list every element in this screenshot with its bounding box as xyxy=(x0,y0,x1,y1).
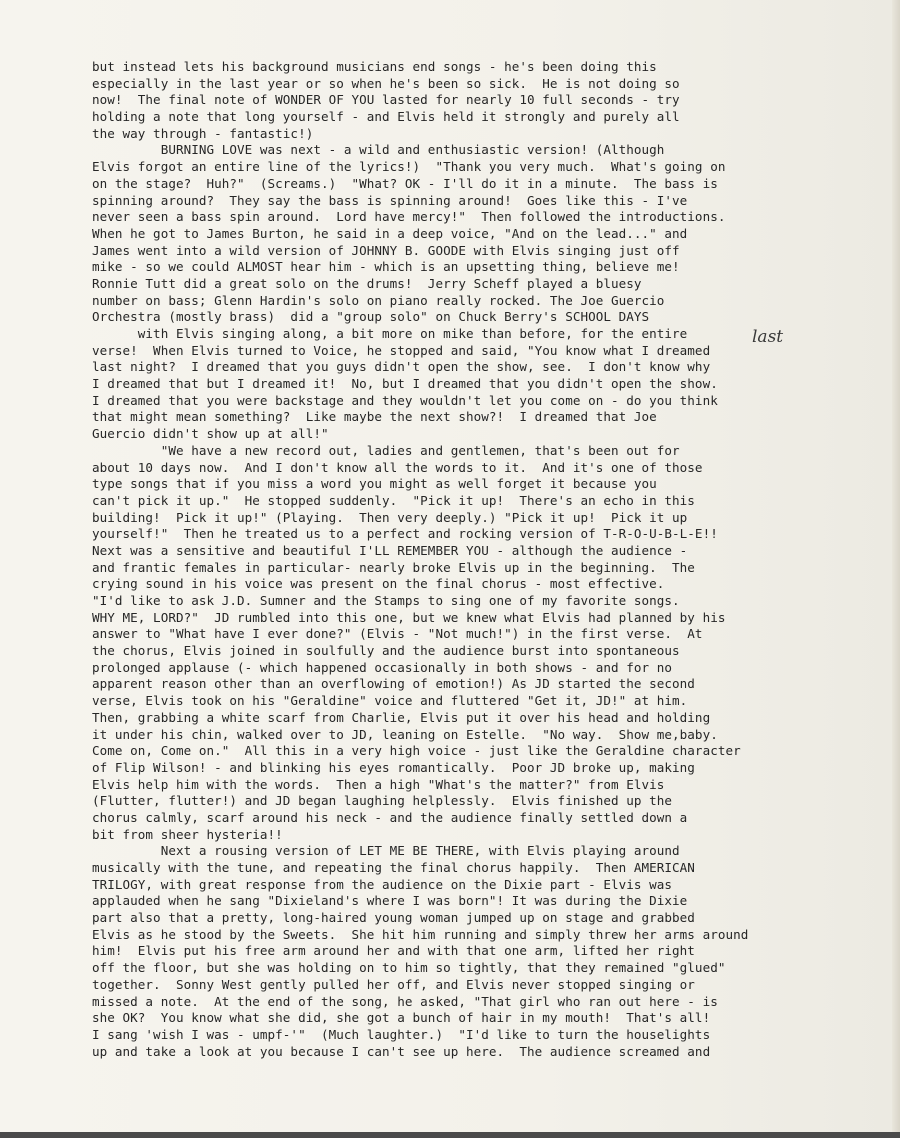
text-line: it under his chin, walked over to JD, leaning on Estelle. "No way. Show me,baby. xyxy=(92,726,718,742)
text-line: she OK? You know what she did, she got a bunch of hair in my mouth! That's all! xyxy=(92,1010,711,1026)
text-line: bit from sheer hysteria!! xyxy=(92,826,283,842)
text-line: Elvis as he stood by the Sweets. She hit him running and simply threw her arms around xyxy=(92,926,749,942)
text-line: I dreamed that you were backstage and they wouldn't let you come on - do you think xyxy=(92,392,718,408)
text-line: "I'd like to ask J.D. Sumner and the Stamps to sing one of my favorite songs. xyxy=(92,593,680,608)
text-line: Guercio didn't show up at all!" xyxy=(92,426,329,442)
text-line: James went into a wild version of JOHNNY B. GOODE with Elvis singing just off xyxy=(92,242,680,258)
text-line: Come on, Come on." All this in a very high voice - just like the Geraldine character xyxy=(92,743,741,759)
text-line: that might mean something? Like maybe the next show?! I dreamed that Joe xyxy=(92,409,657,425)
text-line: (Flutter, flutter!) and JD began laughing helplessly. Elvis finished up the xyxy=(92,793,673,809)
text-line: Elvis forgot an entire line of the lyrics!) "Thank you very much. What's going on xyxy=(92,159,726,175)
text-line: apparent reason other than an overflowing of emotion!) As JD started the second xyxy=(92,676,695,692)
text-line: but instead lets his background musicians end songs - he's been doing this xyxy=(92,59,657,74)
text-line: musically with the tune, and repeating the final chorus happily. Then AMERICAN xyxy=(92,860,695,875)
text-line: the way through - fantastic!) xyxy=(92,125,314,141)
text-line: Elvis help him with the words. Then a high "What's the matter?" from Elvis xyxy=(92,776,665,792)
text-line: I sang 'wish I was - umpf-'" (Much laughter.) "I'd like to turn the houselights xyxy=(92,1026,711,1042)
text-line: crying sound in his voice was present on the final chorus - most effective. xyxy=(92,576,665,592)
text-line: Orchestra (mostly brass) did a "group solo" on Chuck Berry's SCHOOL DAYS xyxy=(92,309,650,325)
text-line: the chorus, Elvis joined in soulfully and the audience burst into spontaneous xyxy=(92,643,680,659)
handwritten-annotation: last xyxy=(752,327,784,347)
text-line: prolonged applause (- which happened occasionally in both shows - and for no xyxy=(92,659,673,675)
text-line: about 10 days now. And I don't know all the words to it. And it's one of those xyxy=(92,459,703,475)
text-line: BURNING LOVE was next - a wild and enthusiastic version! (Although xyxy=(92,142,665,158)
text-line: "We have a new record out, ladies and gentlemen, that's been out for xyxy=(92,442,680,458)
text-line: TRILOGY, with great response from the audience on the Dixie part - Elvis was xyxy=(92,876,673,892)
text-line: on the stage? Huh?" (Screams.) "What? OK - I'll do it in a minute. The bass is xyxy=(92,175,718,191)
paper-right-edge xyxy=(892,0,900,1138)
text-line: yourself!" Then he treated us to a perfect and rocking version of T-R-O-U-B-L-E!! xyxy=(92,526,718,542)
text-line: building! Pick it up!" (Playing. Then very deeply.) "Pick it up! Pick it up xyxy=(92,509,688,525)
text-line: applauded when he sang "Dixieland's where I was born"! It was during the Dixie xyxy=(92,893,688,909)
text-line: When he got to James Burton, he said in a deep voice, "And on the lead..." and xyxy=(92,225,688,241)
text-line: part also that a pretty, long-haired young woman jumped up on stage and grabbed xyxy=(92,910,695,926)
text-line: especially in the last year or so when he's been so sick. He is not doing so xyxy=(92,75,680,91)
text-line: number on bass; Glenn Hardin's solo on piano really rocked. The Joe Guercio xyxy=(92,292,665,308)
text-line: spinning around? They say the bass is spinning around! Goes like this - I've xyxy=(92,192,688,208)
text-line: together. Sonny West gently pulled her off, and Elvis never stopped singing or xyxy=(92,976,695,992)
text-line: answer to "What have I ever done?" (Elvis - "Not much!") in the first verse. At xyxy=(92,626,703,642)
text-line: type songs that if you miss a word you might as well forget it because you xyxy=(92,476,657,492)
scan-bottom-edge xyxy=(0,1132,900,1138)
text-line: verse, Elvis took on his "Geraldine" voice and fluttered "Get it, JD!" at him. xyxy=(92,693,688,709)
text-line: Ronnie Tutt did a great solo on the drums! Jerry Scheff played a bluesy xyxy=(92,275,642,291)
text-line: verse! When Elvis turned to Voice, he stopped and said, "You know what I dreamed xyxy=(92,342,711,358)
text-line: and frantic females in particular- nearly broke Elvis up in the beginning. The xyxy=(92,559,695,575)
text-line: up and take a look at you because I can't see up here. The audience screamed and xyxy=(92,1043,711,1059)
text-line: chorus calmly, scarf around his neck - and the audience finally settled down a xyxy=(92,809,688,825)
text-line: never seen a bass spin around. Lord have mercy!" Then followed the introductions. xyxy=(92,209,726,225)
text-line: last night? I dreamed that you guys didn't open the show, see. I don't know why xyxy=(92,359,711,375)
text-line: mike - so we could ALMOST hear him - which is an upsetting thing, believe me! xyxy=(92,259,680,275)
text-line: I dreamed that but I dreamed it! No, but I dreamed that you didn't open the show. xyxy=(92,376,718,392)
text-line: him! Elvis put his free arm around her and with that one arm, lifted her right xyxy=(92,943,695,959)
text-line: with Elvis singing along, a bit more on mike than before, for the entire xyxy=(92,326,688,341)
text-line: off the floor, but she was holding on to him so tightly, that they remained "glued" xyxy=(92,960,726,976)
text-line: now! The final note of WONDER OF YOU lasted for nearly 10 full seconds - try xyxy=(92,92,680,108)
text-line: of Flip Wilson! - and blinking his eyes romantically. Poor JD broke up, making xyxy=(92,759,695,775)
text-line: holding a note that long yourself - and Elvis held it strongly and purely all xyxy=(92,109,680,125)
text-line: WHY ME, LORD?" JD rumbled into this one, but we knew what Elvis had planned by his xyxy=(92,609,726,625)
text-line: can't pick it up." He stopped suddenly. "Pick it up! There's an echo in this xyxy=(92,492,695,508)
text-line: Next a rousing version of LET ME BE THERE, with Elvis playing around xyxy=(92,843,680,859)
text-line: Next was a sensitive and beautiful I'LL REMEMBER YOU - although the audience - xyxy=(92,542,688,558)
body-text xyxy=(92,59,822,1060)
text-line: Then, grabbing a white scarf from Charlie, Elvis put it over his head and holding xyxy=(92,709,711,725)
text-line: missed a note. At the end of the song, he asked, "That girl who ran out here - is xyxy=(92,993,718,1009)
